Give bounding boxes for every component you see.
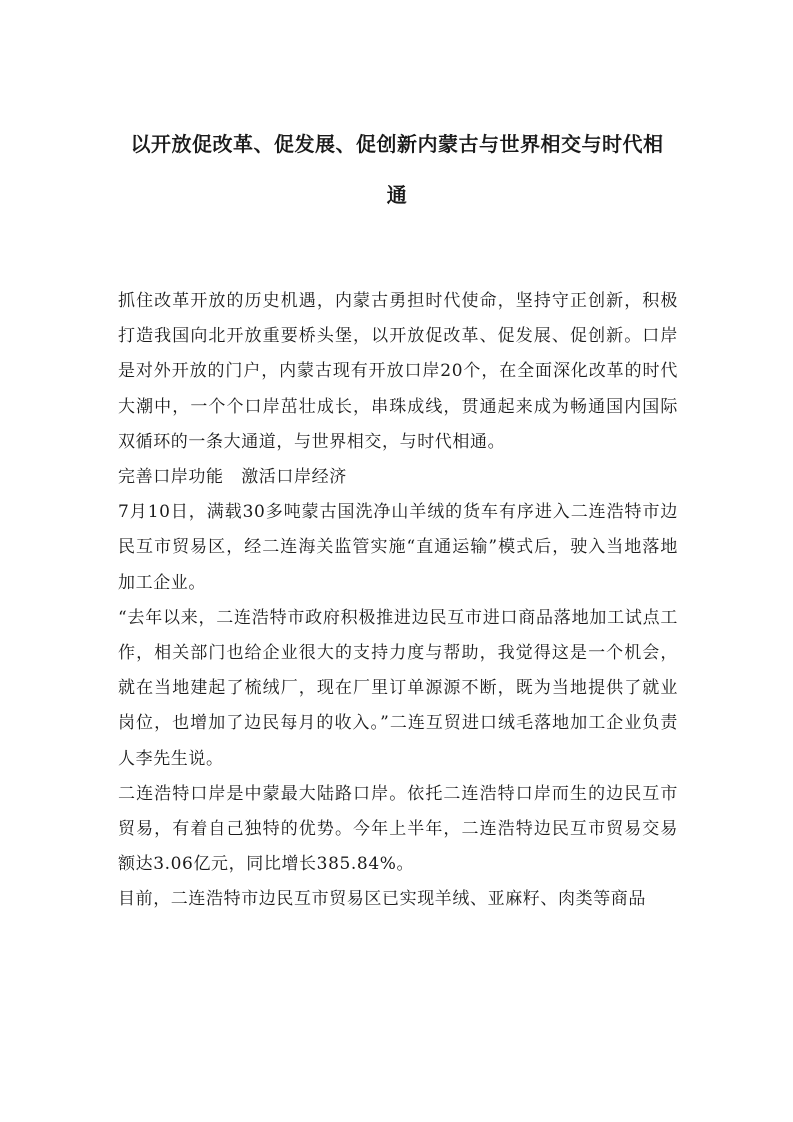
section-heading: 完善口岸功能 激活口岸经济: [118, 467, 347, 488]
body-paragraph: 二连浩特口岸是中蒙最大陆路口岸。依托二连浩特口岸而生的边民互市贸易，有着自己独特的优势。今年上半年，二连浩特边民互市贸易交易额达3.06亿元，同比增长385.84%。: [118, 783, 678, 875]
document-body: [118, 284, 678, 918]
body-paragraph: “去年以来，二连浩特市政府积极推进边民互市进口商品落地加工试点工作，相关部门也给企业很大的支持力度与帮助，我觉得这是一个机会，就在当地建起了梳绒厂，现在厂里订单源源不断，既为当地提供了就业岗位，也增加了边民每月的收入。”二连互贸进口绒毛落地加工企业负责人李先生说。: [118, 607, 678, 769]
body-paragraph: 目前，二连浩特市边民互市贸易区已实现羊绒、亚麻籽、肉类等商品: [118, 889, 646, 910]
body-paragraph: 抓住改革开放的历史机遇，内蒙古勇担时代使命，坚持守正创新，积极打造我国向北开放重要桥头堡，以开放促改革、促发展、促创新。口岸是对外开放的门户，内蒙古现有开放口岸20个，在全面深化改革的时代大潮中，一个个口岸茁壮成长，串珠成线，贯通起来成为畅通国内国际双循环的一条大通道，与世界相交，与时代相通。: [118, 291, 678, 452]
document-title-line-1: 以开放促改革、促发展、促创新内蒙古与世界相交与时代相: [130, 132, 664, 156]
document-title-line-2: 通: [386, 183, 408, 207]
body-paragraph: 7月10日，满载30多吨蒙古国洗净山羊绒的货车有序进入二连浩特市边民互市贸易区，经二连海关监管实施“直通运输”模式后，驶入当地落地加工企业。: [118, 502, 678, 593]
